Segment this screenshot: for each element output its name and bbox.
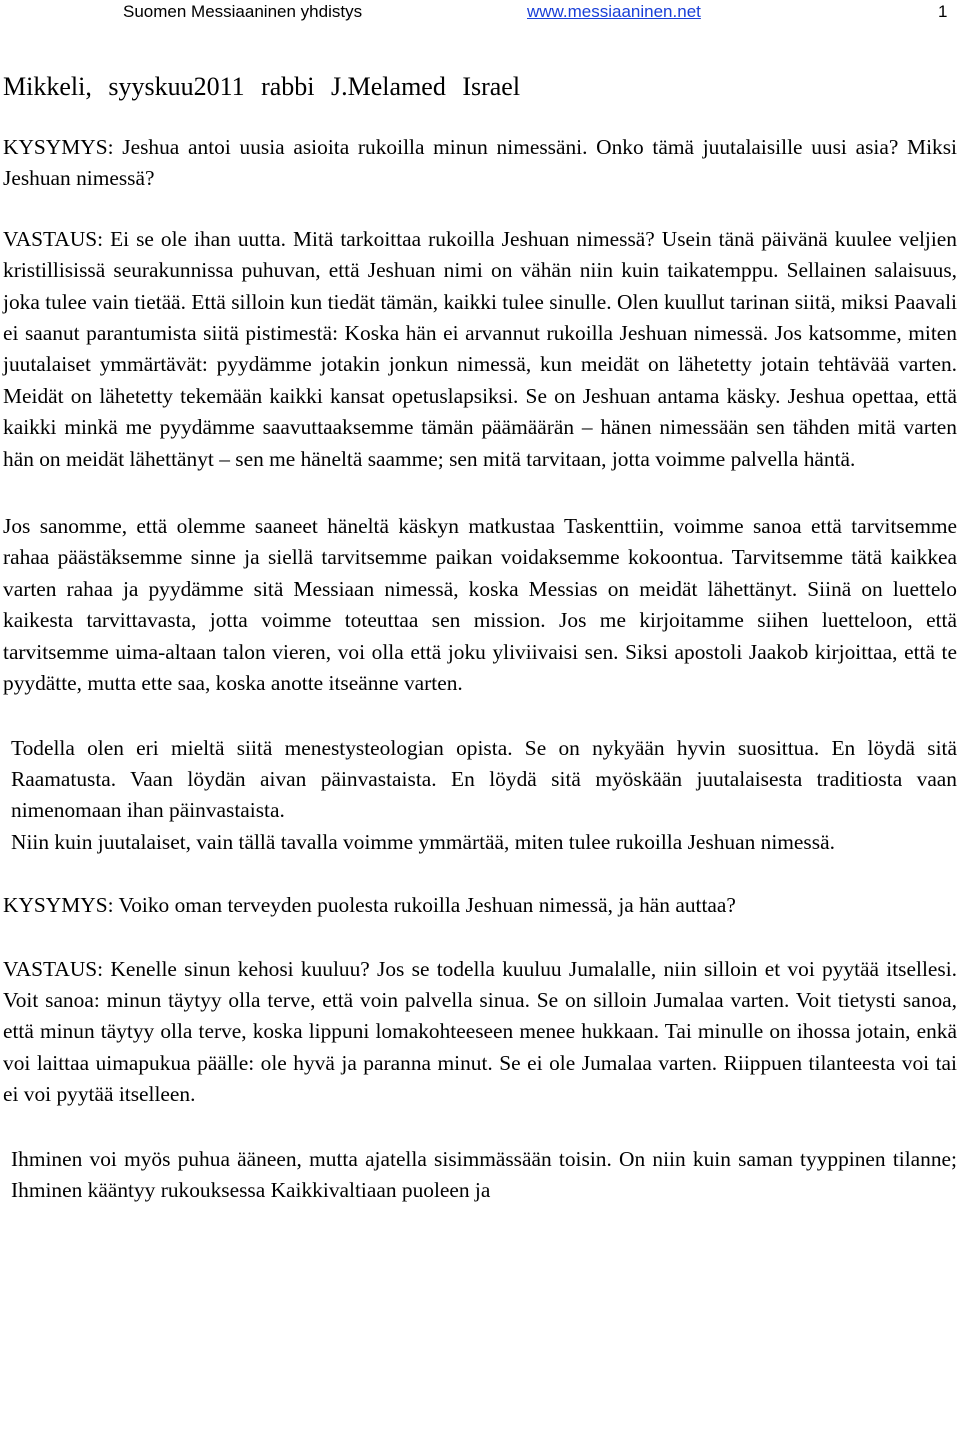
page-number: 1 xyxy=(938,2,948,21)
paragraph: VASTAUS: Kenelle sinun kehosi kuuluu? Jos se todella kuuluu Jumalalle, niin silloin et voi pyytää itsellesi. Voit sanoa: minun täytyy olla terve, että voin palvella sinua. Se on silloin Jumalaa varten. Voit tietysti sanoa, että minun täytyy olla terve, koska lippuni lomakohteeseen menee hukkaan. Tai minulle on ihossa jotain, enkä voi laittaa uimapukua päälle: ole hyvä ja paranna minut. Se ei ole Jumalaa varten. Riippuen tilanteesta voi tai ei voi pyytää itselleen. xyxy=(3,956,957,1107)
paragraph: Jos sanomme, että olemme saaneet häneltä käskyn matkustaa Taskenttiin, voimme sanoa että tarvitsemme rahaa päästäksemme sinne ja siellä tarvitsemme paikan voidaksemme kokoontua. Tarvitsemme tätä kaikkea varten rahaa ja pyydämme sitä Messiaan nimessä, koska Messias on meidät lähettänyt. Siinä on luettelo kaikesta tarvittavasta, jotta voimme toteuttaa sen mission. Jos me kirjoitamme siihen luetteloon, että tarvitsemme uima-altaan talon vieren, voi olla että joku yliviivaisi sen. Siksi apostoli Jaakob kirjoittaa, että te pyydätte, mutta ette saa, koska anotte itseänne varten. xyxy=(3,514,957,696)
page-header xyxy=(0,0,960,28)
document-title: Mikkeli, syyskuu2011 rabbi J.Melamed Israel xyxy=(3,72,521,101)
document-body xyxy=(3,70,957,1206)
paragraph: Ihminen voi myös puhua ääneen, mutta ajatella sisimmässään toisin. On niin kuin saman tyyppinen tilanne; Ihminen kääntyy rukouksessa Kaikkivaltiaan puoleen ja xyxy=(11,1146,957,1202)
paragraph: KYSYMYS: Jeshua antoi uusia asioita rukoilla minun nimessäni. Onko tämä juutalaisille uusi asia? Miksi Jeshuan nimessä? xyxy=(3,135,957,191)
paragraph: Niin kuin juutalaiset, vain tällä tavalla voimme ymmärtää, miten tulee rukoilla Jeshuan nimessä. xyxy=(11,829,835,854)
paragraph: KYSYMYS: Voiko oman terveyden puolesta rukoilla Jeshuan nimessä, ja hän auttaa? xyxy=(3,893,736,918)
paragraph: VASTAUS: Ei se ole ihan uutta. Mitä tarkoittaa rukoilla Jeshuan nimessä? Usein tänä päivänä kuulee veljien kristillisissä seurakunnissa puhuvan, että Jeshuan nimi on vähän niin kuin taikatemppu. Sellainen salaisuus, joka tulee vain tietää. Että silloin kun tiedät tämän, kaikki tulee sinulle. Olen kuullut tarinan siitä, miksi Paavali ei saanut parantumista siitä pistimestä: Koska hän ei arvannut rukoilla Jeshuan nimessä. Jos katsomme, miten juutalaiset ymmärtävät: pyydämme jotakin jonkun nimessä, kun meidät on lähetetty jotain tehtävää varten. Meidät on lähetetty tekemään kaikki kansat opetuslapsiksi. Se on Jeshuan antama käsky. Jeshua opettaa, että kaikki minkä me pyydämme saavuttaaksemme tämän päämäärän – hänen nimessään sen tähden mitä varten hän on meidät lähettänyt – sen me häneltä saamme; sen mitä tarvitaan, jotta voimme palvella häntä. xyxy=(3,226,957,471)
paragraph: Todella olen eri mieltä siitä menestysteologian opista. Se on nykyään hyvin suosittua. En löydä sitä Raamatusta. Vaan löydän aivan päinvastaista. En löydä sitä myöskään juutalaisesta traditiosta vaan nimenomaan ihan päinvastaista. xyxy=(11,735,957,823)
website-link[interactable]: www.messiaaninen.net xyxy=(527,2,701,21)
organization-name: Suomen Messiaaninen yhdistys xyxy=(123,2,363,21)
